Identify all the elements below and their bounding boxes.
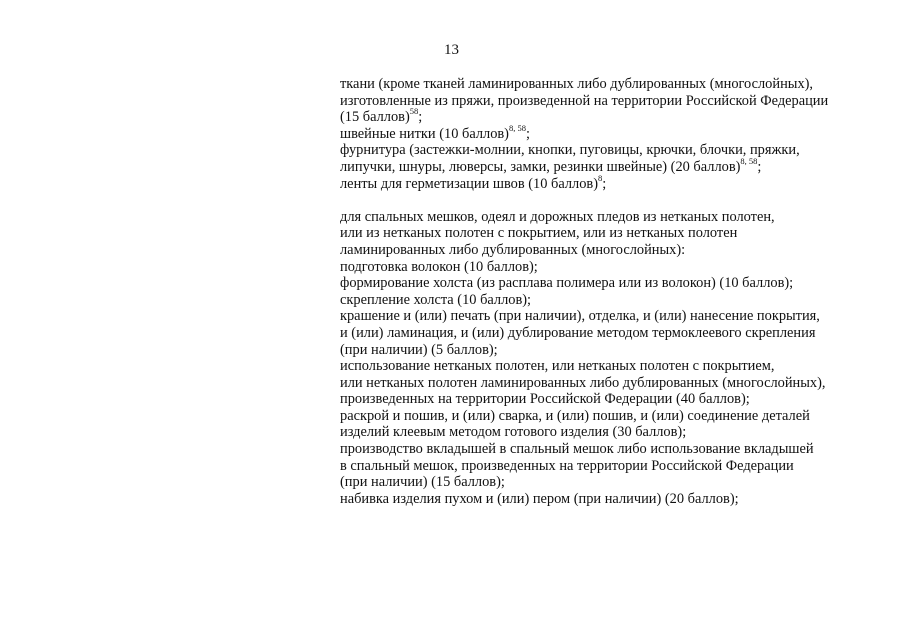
text-line: или из нетканых полотен с покрытием, или из нетканых полотен	[340, 225, 738, 242]
text-line: формирование холста (из расплава полимера или из волокон) (10 баллов);	[340, 275, 794, 292]
text-line: ламинированных либо дублированных (многослойных):	[340, 241, 686, 258]
text-line: ленты для герметизации швов (10 баллов)$^8$;	[340, 172, 607, 192]
document-body	[340, 76, 870, 507]
text-line: скрепление холста (10 баллов);	[340, 291, 532, 308]
paragraph-gap	[340, 192, 870, 209]
text-line: производство вкладышей в спальный мешок либо использование вкладышей	[340, 441, 814, 458]
footnote-ref: 8	[598, 172, 603, 183]
text-line: швейные нитки (10 баллов)$^{8, 58}$;	[340, 122, 530, 142]
text-line: ткани (кроме тканей ламинированных либо дублированных (многослойных),	[340, 76, 814, 92]
text-line: и (или) ламинация, и (или) дублирование методом термоклеевого скрепления	[340, 324, 816, 341]
footnote-ref: 8, 58	[740, 156, 758, 167]
text-line: подготовка волокон (10 баллов);	[340, 258, 538, 275]
text-line: липучки, шнуры, люверсы, замки, резинки швейные) (20 баллов)$^{8, 58}$;	[340, 156, 762, 175]
text-line: (при наличии) (15 баллов);	[340, 474, 505, 491]
text-line: раскрой и пошив, и (или) сварка, и (или) пошив, и (или) соединение деталей	[340, 407, 810, 424]
text-line: изготовленные из пряжи, произведенной на территории Российской Федерации	[340, 92, 829, 109]
text-line: для спальных мешков, одеял и дорожных пледов из нетканых полотен,	[340, 208, 775, 225]
footnote-ref: 58	[409, 106, 419, 117]
text-line: или нетканых полотен ламинированных либо дублированных (многослойных),	[340, 374, 826, 391]
text-line: в спальный мешок, произведенных на территории Российской Федерации	[340, 457, 794, 474]
text-line: набивка изделия пухом и (или) пером (при наличии) (20 баллов);	[340, 490, 739, 507]
text-line: крашение и (или) печать (при наличии), отделка, и (или) нанесение покрытия,	[340, 308, 820, 325]
text-line: фурнитура (застежки-молнии, кнопки, пуговицы, крючки, блочки, пряжки,	[340, 142, 800, 159]
page-number: 13	[444, 42, 459, 58]
text-line: изделий клеевым методом готового изделия (30 баллов);	[340, 424, 687, 441]
text-line: использование нетканых полотен, или нетканых полотен с покрытием,	[340, 358, 775, 375]
text-line: (15 баллов)$^{58}$;	[340, 106, 423, 126]
text-line: произведенных на территории Российской Федерации (40 баллов);	[340, 391, 750, 408]
footnote-ref: 8, 58	[508, 122, 526, 133]
text-line: (при наличии) (5 баллов);	[340, 341, 498, 358]
